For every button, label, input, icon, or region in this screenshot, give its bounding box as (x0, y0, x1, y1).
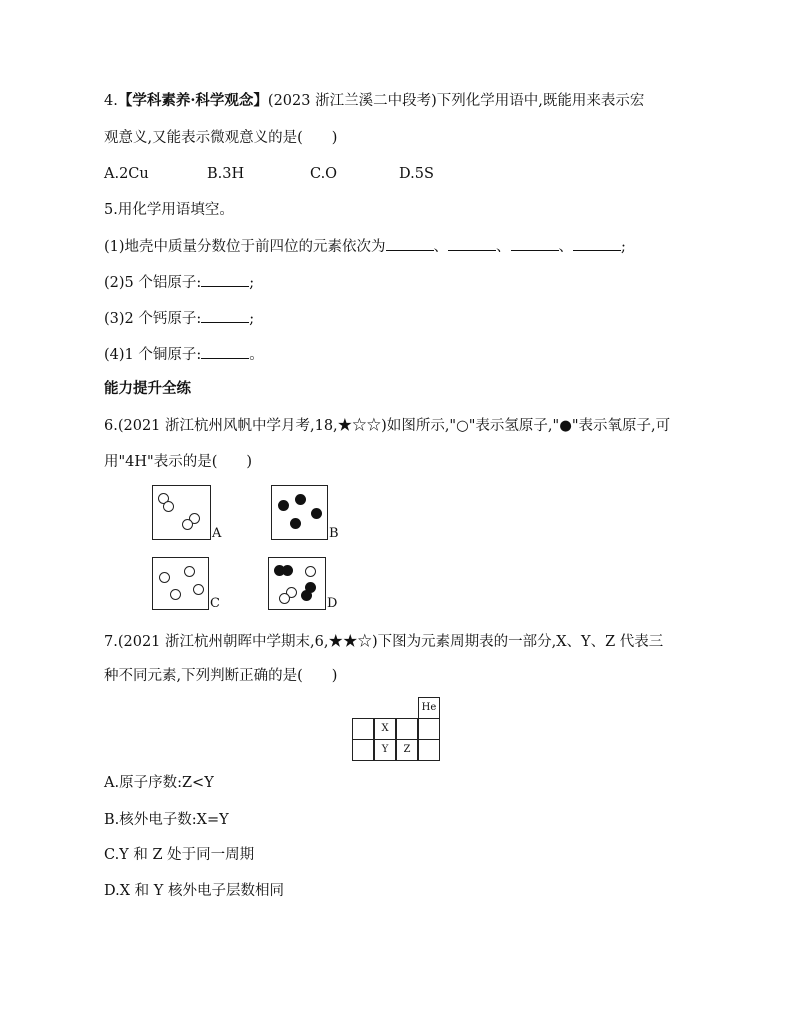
q5-sub1-blank-1[interactable] (386, 236, 434, 251)
hydrogen-atom-icon (184, 566, 195, 577)
q4-line1 (104, 91, 644, 111)
q5-sub1 (104, 236, 626, 257)
q5-sub1-text: (1)地壳中质量分数位于前四位的元素依次为 (104, 239, 386, 255)
diagram-label-d: D (327, 596, 338, 611)
q5-period: 。 (249, 347, 264, 363)
q5-semicolon: ; (621, 239, 626, 255)
cell-x: X (374, 718, 396, 740)
table-cell (418, 718, 440, 740)
q7-line2: 种不同元素,下列判断正确的是( ) (104, 668, 338, 684)
table-cell (352, 739, 374, 761)
hydrogen-atom-icon (159, 572, 170, 583)
q5-sub3 (104, 308, 254, 329)
table-cell (418, 739, 440, 761)
section-title: 能力提升全练 (104, 380, 191, 397)
q5-sub2 (104, 272, 254, 293)
q5-stem: 5.用化学用语填空。 (104, 202, 234, 218)
q4-number: 4. (104, 93, 118, 109)
q7-line1: 7.(2021 浙江杭州朝晖中学期末,6,★★☆)下图为元素周期表的一部分,X、Y、Z 代表三 (104, 634, 664, 650)
q4-line2: 观意义,又能表示微观意义的是( ) (104, 130, 338, 146)
q5-separator: 、 (433, 239, 449, 255)
hydrogen-atom-icon (182, 519, 193, 530)
diagram-box-d (268, 557, 326, 610)
q5-sub3-blank[interactable] (201, 308, 249, 323)
q4-line1-text: (2023 浙江兰溪二中段考)下列化学用语中,既能用来表示宏 (267, 93, 645, 109)
hydrogen-atom-icon (305, 566, 316, 577)
q5-sub3-text: (3)2 个钙原子: (104, 311, 202, 327)
q5-separator: 、 (496, 239, 511, 255)
q4-option-a: A.2Cu (104, 166, 149, 182)
oxygen-atom-icon (295, 494, 306, 505)
q5-semicolon: ; (249, 275, 255, 291)
q5-sub1-blank-2[interactable] (448, 236, 496, 251)
q7-option-b: B.核外电子数:X=Y (104, 812, 229, 828)
q7-option-c: C.Y 和 Z 处于同一周期 (104, 847, 255, 863)
q5-sub1-blank-3[interactable] (511, 236, 559, 251)
q5-sub2-text: (2)5 个铝原子: (104, 275, 202, 291)
diagram-box-c (152, 557, 209, 610)
diagram-box-b (271, 485, 328, 540)
diagram-label-a: A (212, 526, 222, 541)
q7-option-a: A.原子序数:Z<Y (104, 775, 214, 791)
diagram-box-a (152, 485, 211, 540)
oxygen-atom-icon (290, 518, 301, 529)
q4-option-c: C.O (310, 166, 338, 182)
q5-separator: 、 (558, 239, 574, 255)
q4-option-d: D.5S (399, 166, 434, 182)
hydrogen-atom-icon (170, 589, 181, 600)
table-cell (396, 718, 418, 740)
table-cell (352, 718, 374, 740)
cell-he: He (418, 697, 440, 719)
q4-option-b: B.3H (207, 166, 245, 182)
diagram-label-c: C (210, 596, 220, 611)
q5-sub2-blank[interactable] (201, 272, 249, 287)
q6-line2: 用"4H"表示的是( ) (104, 454, 253, 470)
q5-sub4 (104, 344, 264, 365)
hydrogen-atom-icon (279, 593, 290, 604)
oxygen-atom-icon (278, 500, 289, 511)
oxygen-atom-icon (301, 590, 312, 601)
oxygen-atom-icon (282, 565, 293, 576)
q5-sub1-blank-4[interactable] (573, 236, 621, 251)
q5-sub4-blank[interactable] (201, 344, 249, 359)
q6-line1: 6.(2021 浙江杭州风帆中学月考,18,★☆☆)如图所示,"○"表示氢原子,"●"表示氧原子,可 (104, 418, 671, 434)
q5-sub4-text: (4)1 个铜原子: (104, 347, 202, 363)
oxygen-atom-icon (311, 508, 322, 519)
hydrogen-atom-icon (193, 584, 204, 595)
cell-y: Y (374, 739, 396, 761)
q5-semicolon: ; (249, 311, 255, 327)
cell-z: Z (396, 739, 418, 761)
q7-option-d: D.X 和 Y 核外电子层数相同 (104, 883, 284, 899)
diagram-label-b: B (329, 526, 339, 541)
q4-tag: 【学科素养·科学观念】 (117, 92, 268, 109)
hydrogen-atom-icon (163, 501, 174, 512)
